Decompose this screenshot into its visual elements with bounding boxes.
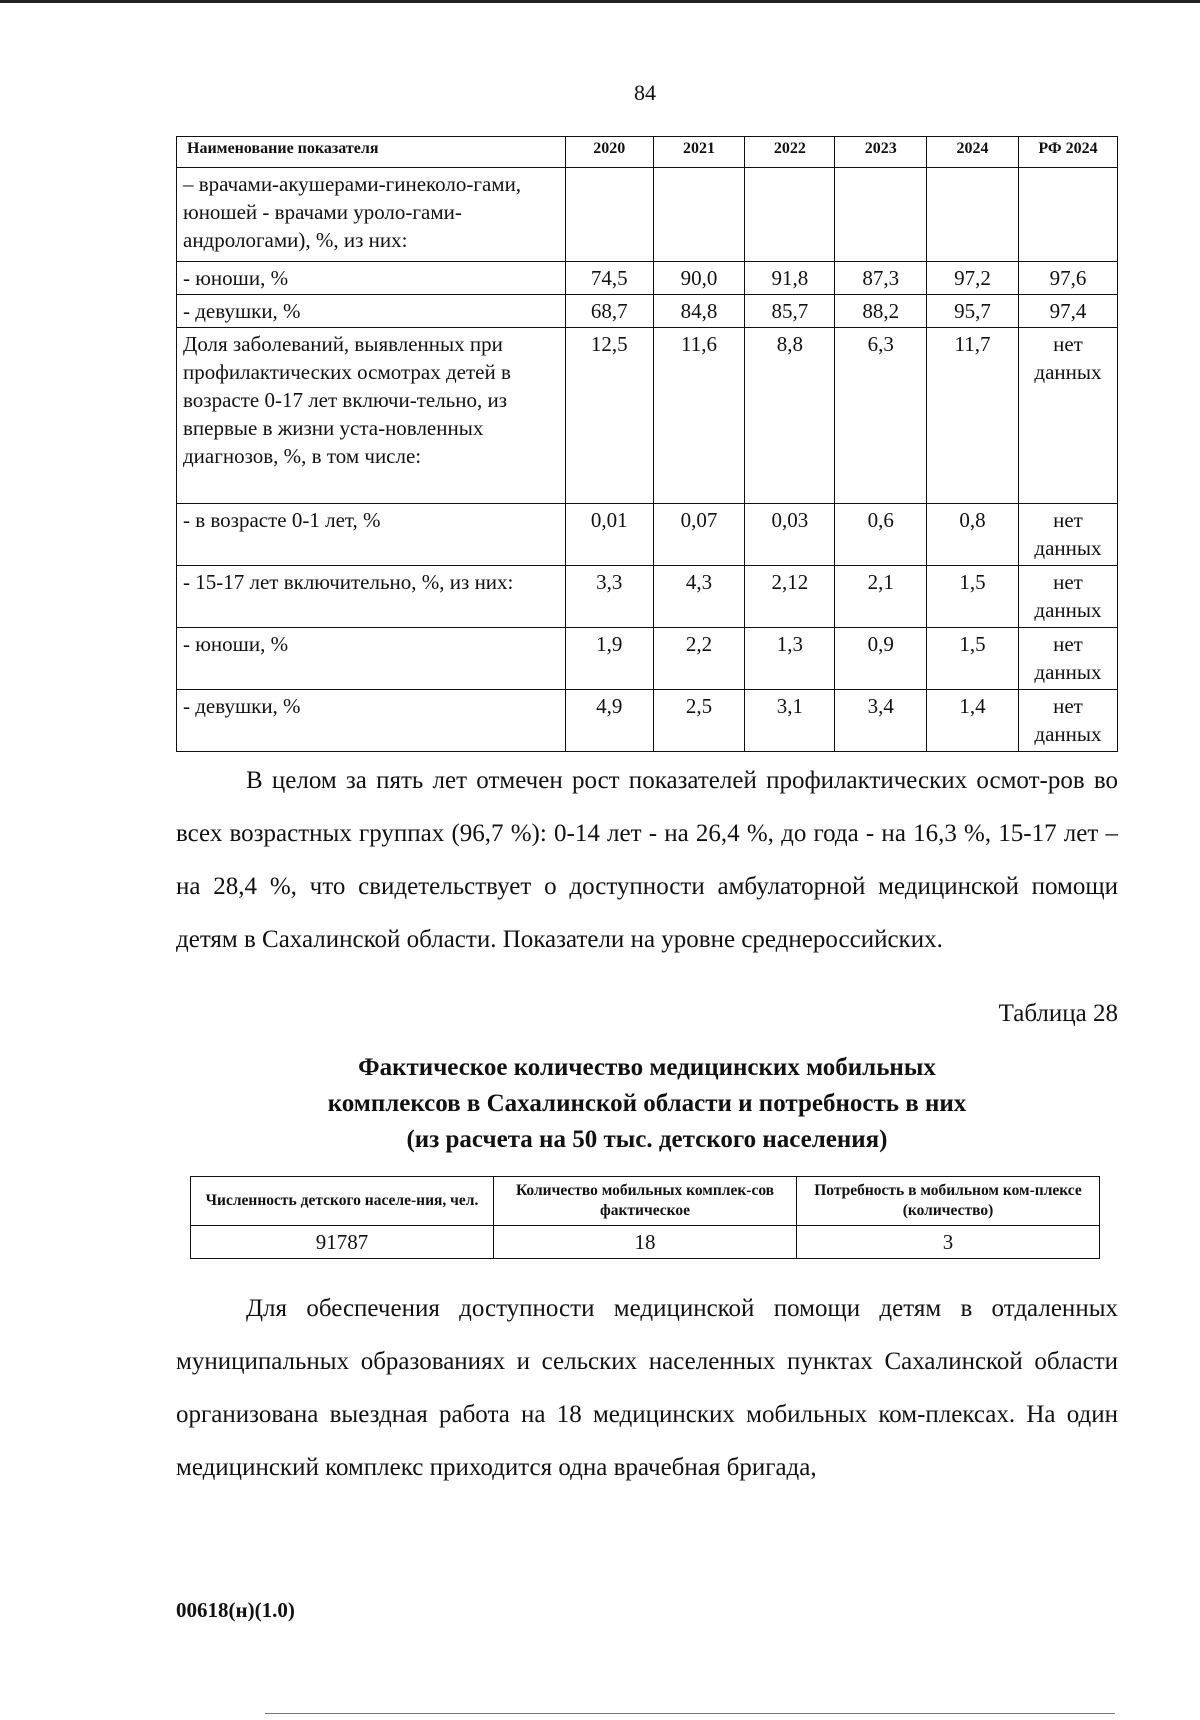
cell-value: 6,3 <box>835 328 927 504</box>
cell-value: нет данных <box>1018 690 1117 752</box>
cell-value <box>1018 168 1117 262</box>
header-complexes-need: Потребность в мобильном ком-плексе (количество) <box>797 1177 1100 1226</box>
table-row <box>177 504 1118 566</box>
table-caption: Таблица 28 <box>998 1000 1118 1027</box>
section-title <box>176 1050 1118 1158</box>
row-label: - девушки, % <box>177 690 566 752</box>
cell-value: 1,9 <box>565 628 653 690</box>
cell-value: 68,7 <box>565 295 653 328</box>
cell-value: 3,4 <box>835 690 927 752</box>
cell-value: 85,7 <box>745 295 835 328</box>
cell-value: 11,6 <box>653 328 745 504</box>
footer-document-code: 00618(н)(1.0) <box>176 1598 295 1622</box>
header-year: 2021 <box>653 137 745 168</box>
cell-value: 91,8 <box>745 262 835 295</box>
cell-value <box>745 168 835 262</box>
summary-paragraph-text: В целом за пять лет отмечен рост показателей профилактических осмот-ров во всех возрастных группах (96,7 %): 0-14 лет - на 26,4 %, до года - на 16,3 %, 15-17 лет – на 28,4 %, что свидетельствует о доступности амбулаторной медицинской помощи детям в Сахалинской области. Показатели на уровне среднероссийских. <box>176 767 1118 953</box>
section-title-line: (из расчета на 50 тыс. детского населения) <box>406 1126 888 1153</box>
table-row <box>177 328 1118 504</box>
header-year: 2023 <box>835 137 927 168</box>
cell-value: 0,01 <box>565 504 653 566</box>
cell-value: нет данных <box>1018 628 1117 690</box>
cell-value: 97,6 <box>1018 262 1117 295</box>
cell-value <box>565 168 653 262</box>
indicators-table <box>176 136 1118 752</box>
header-indicator-name: Наименование показателя <box>177 137 566 168</box>
cell-value <box>653 168 745 262</box>
cell-value: 97,2 <box>927 262 1019 295</box>
table-row <box>177 690 1118 752</box>
cell-complexes-actual: 18 <box>494 1226 797 1259</box>
header-complexes-actual: Количество мобильных комплек-сов фактическое <box>494 1177 797 1226</box>
cell-value: 4,9 <box>565 690 653 752</box>
header-year: 2024 <box>927 137 1019 168</box>
cell-value: 11,7 <box>927 328 1019 504</box>
cell-value: 0,8 <box>927 504 1019 566</box>
table-row <box>191 1226 1100 1259</box>
page-number: 84 <box>634 80 656 105</box>
row-label: - юноши, % <box>177 628 566 690</box>
cell-value: 3,1 <box>745 690 835 752</box>
table-row <box>177 566 1118 628</box>
cell-value: 1,5 <box>927 628 1019 690</box>
mobile-paragraph-text: Для обеспечения доступности медицинской помощи детям в отдаленных муниципальных образованиях и сельских населенных пунктах Сахалинской области организована выездная работа на 18 медицинских мобильных ком-плексах. На один медицинский комплекс приходится одна врачебная бригада, <box>176 1295 1118 1481</box>
cell-value: 1,3 <box>745 628 835 690</box>
cell-value: 12,5 <box>565 328 653 504</box>
cell-value: 0,07 <box>653 504 745 566</box>
row-label: Доля заболеваний, выявленных при профилактических осмотрах детей в возрасте 0-17 лет включи-тельно, из впервые в жизни уста-новленных диагнозов, %, в том числе: <box>177 328 566 504</box>
table-row <box>177 262 1118 295</box>
cell-value: 97,4 <box>1018 295 1117 328</box>
table-row <box>177 628 1118 690</box>
cell-value: 87,3 <box>835 262 927 295</box>
cell-value: 4,3 <box>653 566 745 628</box>
cell-value: 74,5 <box>565 262 653 295</box>
cell-value: нет данных <box>1018 328 1117 504</box>
mobile-complexes-table <box>190 1176 1100 1259</box>
cell-value <box>835 168 927 262</box>
row-label: – врачами-акушерами-гинеколо-гами, юношей - врачами уроло-гами-андрологами), %, из них: <box>177 168 566 262</box>
cell-value: 0,03 <box>745 504 835 566</box>
bottom-rule <box>265 1713 1115 1714</box>
header-population: Численность детского населе-ния, чел. <box>191 1177 494 1226</box>
cell-value: 2,5 <box>653 690 745 752</box>
section-title-line: Фактическое количество медицинских мобильных <box>358 1054 936 1081</box>
cell-value: 0,6 <box>835 504 927 566</box>
cell-value: 88,2 <box>835 295 927 328</box>
table-header-row <box>177 137 1118 168</box>
cell-value: нет данных <box>1018 566 1117 628</box>
cell-population: 91787 <box>191 1226 494 1259</box>
header-year: 2020 <box>565 137 653 168</box>
cell-value: 2,1 <box>835 566 927 628</box>
cell-value: 3,3 <box>565 566 653 628</box>
cell-complexes-need: 3 <box>797 1226 1100 1259</box>
cell-value: 2,12 <box>745 566 835 628</box>
section-title-line: комплексов в Сахалинской области и потребность в них <box>327 1090 967 1117</box>
header-year: 2022 <box>745 137 835 168</box>
cell-value: 0,9 <box>835 628 927 690</box>
table-header-row <box>191 1177 1100 1226</box>
table-row <box>177 168 1118 262</box>
cell-value: 8,8 <box>745 328 835 504</box>
cell-value: 1,4 <box>927 690 1019 752</box>
cell-value <box>927 168 1019 262</box>
cell-value: 1,5 <box>927 566 1019 628</box>
summary-paragraph <box>176 754 1118 966</box>
row-label: - юноши, % <box>177 262 566 295</box>
top-rule <box>0 0 1200 3</box>
row-label: - в возрасте 0-1 лет, % <box>177 504 566 566</box>
cell-value: нет данных <box>1018 504 1117 566</box>
mobile-paragraph <box>176 1282 1118 1494</box>
cell-value: 90,0 <box>653 262 745 295</box>
cell-value: 95,7 <box>927 295 1019 328</box>
cell-value: 84,8 <box>653 295 745 328</box>
header-rf: РФ 2024 <box>1018 137 1117 168</box>
row-label: - 15-17 лет включительно, %, из них: <box>177 566 566 628</box>
table-row <box>177 295 1118 328</box>
cell-value: 2,2 <box>653 628 745 690</box>
row-label: - девушки, % <box>177 295 566 328</box>
